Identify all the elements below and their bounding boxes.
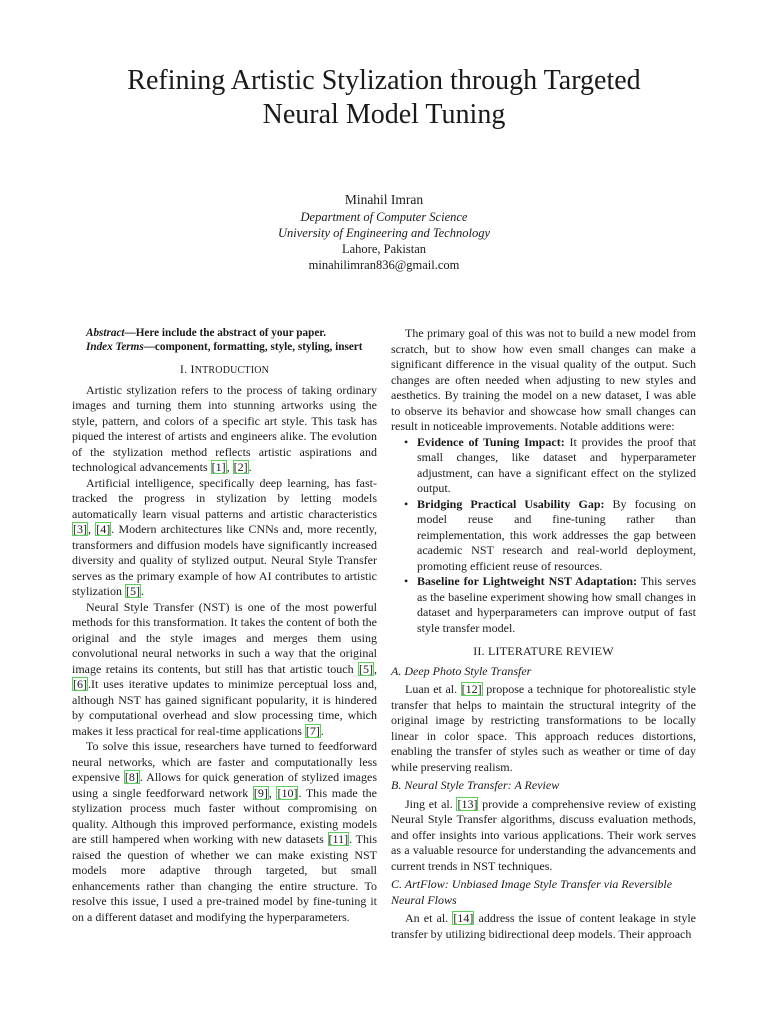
text-run: , <box>268 785 277 800</box>
author-name: Minahil Imran <box>344 192 424 207</box>
text-run: . <box>141 584 144 598</box>
bullet-icon: • <box>404 574 409 588</box>
section-title-rest: NTRODUCTION <box>194 365 270 376</box>
text-run: Jing et al. <box>405 796 457 811</box>
paper-title <box>40 64 728 132</box>
author-university: University of Engineering and Technology <box>277 226 490 240</box>
text-run: Artificial intelligence, specifically deep learning, has fast-tracked the progress in stylization by letting models automatically learn visual patterns and artistic characteristics <box>72 475 377 521</box>
paper-title-line-1: Refining Artistic Stylization through Targeted <box>127 65 641 96</box>
text-run: address the issue of content leakage in style transfer by utilizing bidirectional deep models. Their approach <box>391 911 696 941</box>
author-location: Lahore, Pakistan <box>341 242 426 256</box>
citation-link[interactable]: [6] <box>73 677 87 691</box>
text-run: . This raised the question of whether we can make existing NST models more adaptive through targeted, but small enhancements rather than changing the entire structure. To resolve this issue, I used a pre-trained model by fine-tuning it on a different dataset and modifying the hyperparameters. <box>72 832 377 924</box>
text-run: . Modern architectures like CNNs and, more recently, transformers and diffusion models have significantly increased diversity and quality of stylized output. Neural Style Transfer serves as the primary example of how AI contributes to artistic stylization <box>72 522 377 598</box>
text-run: . This made the stylization process much faster without compromising on quality. Although this improved performance, existing models are still hampered when working with new datasets <box>72 785 378 846</box>
citation-link[interactable]: [4] <box>96 522 111 536</box>
citation-link[interactable]: [1] <box>211 460 226 474</box>
citation-link[interactable]: [8] <box>124 770 139 784</box>
citation-link[interactable]: [5] <box>126 584 140 598</box>
text-run: , <box>374 661 377 676</box>
index-terms <box>72 340 377 354</box>
section-number: I. <box>179 362 191 376</box>
list-item-label: Evidence of Tuning Impact: <box>417 434 565 449</box>
abstract-label: Abstract <box>86 327 125 339</box>
subsection-heading-c: C. ArtFlow: Unbiased Image Style Transfer via Reversible Neural Flows <box>391 877 673 907</box>
section-initial: I <box>190 362 195 376</box>
index-terms-text: —component, formatting, style, styling, insert <box>143 341 363 353</box>
text-run: propose a technique for photorealistic style transfer that helps to maintain the structural integrity of the original image by restricting transformations to be locally linear in color space. This approach reduces distortions, enabling the transfer of styles such as weather or time of day while preserving realism. <box>391 682 696 774</box>
intro-paragraph-3 <box>72 600 377 740</box>
citation-link[interactable]: [11] <box>328 832 349 846</box>
text-run: An et al. <box>405 911 453 925</box>
list-item-label: Bridging Practical Usability Gap: <box>417 496 605 511</box>
text-run: , <box>226 460 233 474</box>
left-column <box>72 326 377 925</box>
list-item <box>391 574 696 636</box>
intro-paragraph-4 <box>72 739 377 925</box>
list-item-label: Baseline for Lightweight NST Adaptation: <box>417 574 638 588</box>
text-run: Artistic stylization refers to the process of taking ordinary images and turning them into stunning artworks using the style, pattern, and colors of a specific art style. This task has piqued the interest of artists and engineers alike. The evolution of the stylization method reflects artistic aspirations and technological advancements <box>72 382 377 474</box>
bullet-icon: • <box>404 496 409 511</box>
abstract-text: —Here include the abstract of your paper. <box>124 327 327 339</box>
subsection-c-paragraph <box>391 911 696 942</box>
subsection-heading-b: B. Neural Style Transfer: A Review <box>391 778 560 792</box>
intro-paragraph-1 <box>72 383 377 476</box>
text-run: . <box>248 460 252 474</box>
text-run: .It uses iterative updates to minimize perceptual loss and, although NST has gained significant popularity, it is hindered by computational overhead and slow processing time, which makes it less practical for real-time applications <box>72 677 377 738</box>
citation-link[interactable]: [2] <box>233 460 248 474</box>
citation-link[interactable]: [9] <box>253 785 268 800</box>
text-run: To solve this issue, researchers have turned to feedforward neural networks, which are faster and computationally less expensive <box>72 739 377 784</box>
text-run: . Allows for quick generation of stylized images using a single feedforward network <box>72 770 377 800</box>
index-terms-label: Index Terms <box>86 341 144 353</box>
section-heading-introduction <box>72 362 377 379</box>
text-run: provide a comprehensive review of existing Neural Style Transfer algorithms, discuss evaluation methods, and offer insights into various applications. Their work serves as a valuable resource for understanding the advancements and current trends in NST techniques. <box>391 796 697 873</box>
text-run: . <box>320 723 324 738</box>
text-run: Luan et al. <box>405 682 461 696</box>
citation-link[interactable]: [12] <box>461 682 482 696</box>
citation-link[interactable]: [13] <box>457 796 478 811</box>
abstract <box>72 326 377 340</box>
text-run: Neural Style Transfer (NST) is one of the most powerful methods for this transformation. It takes the content of both the original and the style images and merges them using convolutional neural networks in such a way that the original image retains its contents, but still has that artistic touch <box>72 599 377 676</box>
intro-paragraph-2 <box>72 476 377 600</box>
author-block <box>100 192 668 273</box>
bullet-icon: • <box>404 434 409 449</box>
list-item-text: It provides the proof that small changes, like dataset and hyperparameter adjustment, can have a significant effect on the stylized output. <box>417 434 696 495</box>
contributions-list <box>391 435 696 637</box>
subsection-a-paragraph <box>391 682 696 775</box>
author-email[interactable]: minahilimran836@gmail.com <box>308 258 460 272</box>
citation-link[interactable]: [3] <box>73 522 87 536</box>
citation-link[interactable]: [14] <box>453 911 474 925</box>
right-column <box>391 326 696 942</box>
list-item <box>391 497 696 575</box>
paper-title-line-2: Neural Model Tuning <box>262 99 506 130</box>
goal-paragraph: The primary goal of this was not to build a new model from scratch, but to show how even small changes can make a significant difference in the visual quality of the output. Such changes are often needed when adjusting to new styles and aesthetics. By training the model on a new dataset, I was able to observe its behavior and showcase how small changes can result in noticeable improvements. Notable additions were: <box>391 326 696 433</box>
citation-link[interactable]: [5] <box>359 661 373 676</box>
citation-link[interactable]: [10] <box>277 785 298 800</box>
text-run: , <box>88 522 96 536</box>
section-heading-literature-review: II. LITERATURE REVIEW <box>473 644 614 658</box>
citation-link[interactable]: [7] <box>305 723 320 738</box>
list-item-text: This serves as the baseline experiment showing how small changes in dataset and hyperparameters can improve output of fast style transfer model. <box>417 574 696 635</box>
subsection-b-paragraph <box>391 797 696 875</box>
list-item-text: By focusing on model reuse and fine-tuning rather than reimplementation, this work addresses the gap between academic NST research and real-world deployment, promoting efficient reuse of resources. <box>417 496 696 573</box>
subsection-heading-a: A. Deep Photo Style Transfer <box>391 663 532 678</box>
list-item <box>391 435 696 497</box>
author-department: Department of Computer Science <box>300 210 468 224</box>
